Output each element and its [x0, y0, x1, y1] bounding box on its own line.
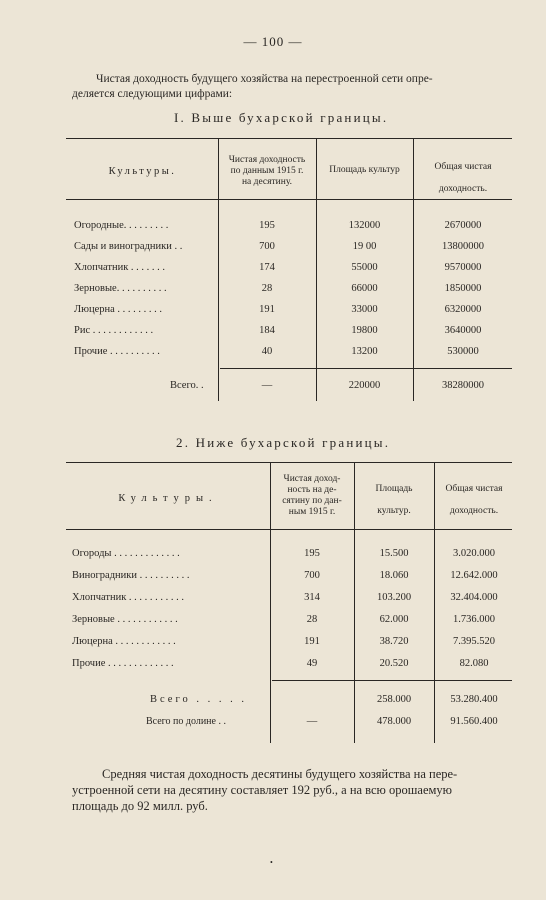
table1-cell-area: 33000: [351, 304, 378, 315]
footer-line-1: Средняя чистая доходность десятины будущего хозяйства на пере-: [102, 767, 458, 781]
page-dot-mark: •: [270, 858, 273, 867]
table2-cell-total: 3.020.000: [453, 548, 495, 559]
table2-header-income: [270, 474, 354, 518]
table1-total-income: —: [261, 380, 273, 391]
table1-cell-total: 13800000: [442, 241, 484, 252]
table2-header-area: [354, 478, 434, 522]
table1-cell-total: 2670000: [444, 220, 482, 231]
table2-header-total-line1: Общая чистая: [445, 484, 503, 494]
table1-cell-income: 195: [259, 220, 275, 231]
table2-cell-total: 82.080: [459, 658, 489, 669]
table1-header-income: [218, 155, 316, 188]
table2-sum-rule: [272, 680, 512, 681]
table2-cell-area: 38.720: [379, 636, 409, 647]
table1-cell-total: 9570000: [444, 262, 482, 273]
table2-header-area-line2: культур.: [377, 506, 411, 516]
table2-header-income-line3: сятину по дан-: [282, 496, 342, 506]
table2-cell-total: 1.736.000: [453, 614, 495, 625]
table2-cell-area: 62.000: [379, 614, 409, 625]
table1-cell-name: Сады и виноградники . .: [74, 241, 183, 252]
intro-paragraph: [72, 72, 502, 102]
table1-cell-name: Огородные. . . . . . . . .: [74, 220, 169, 231]
table1-header-total-line1: Общая чистая: [434, 162, 492, 172]
table1-header-culture: Культуры.: [108, 166, 177, 177]
table1-cell-area: 132000: [348, 220, 381, 231]
table2-cell-income: 28: [306, 614, 318, 625]
table1-cell-area: 19800: [351, 325, 378, 336]
table1-title: I. Выше бухарской границы.: [174, 110, 389, 125]
table1-cell-area: 13200: [351, 346, 378, 357]
table2-cell-name: Хлопчатник . . . . . . . . . . .: [72, 592, 185, 603]
intro-line-2: деляется следующими цифрами:: [72, 88, 233, 100]
table2-header-area-line1: Площадь: [375, 484, 413, 494]
table2-cell-total: 7.395.520: [453, 636, 495, 647]
table1-cell-income: 700: [259, 241, 275, 252]
table2-cell-total: 32.404.000: [450, 592, 498, 603]
table1-cell-name: Рис . . . . . . . . . . . .: [74, 325, 154, 336]
table2-cell-area: 15.500: [379, 548, 409, 559]
table2-cell-income: 49: [306, 658, 318, 669]
table2-title: 2. Ниже бухарской границы.: [176, 435, 391, 450]
table2-cell-name: Виноградники . . . . . . . . . .: [72, 570, 190, 581]
table1-cell-name: Зерновые. . . . . . . . . .: [74, 283, 167, 294]
table2-cell-name: Зерновые . . . . . . . . . . . .: [72, 614, 178, 625]
table2-header-rule: [66, 529, 512, 530]
table2-cell-total: 12.642.000: [450, 570, 498, 581]
table2-total-total: 53.280.400: [450, 694, 498, 705]
table1-header-income-line3: на десятину.: [241, 177, 293, 187]
table2-cell-name: Огороды . . . . . . . . . . . . .: [72, 548, 180, 559]
table2-header-total: [434, 478, 514, 522]
table1-cell-name: Хлопчатник . . . . . . .: [74, 262, 166, 273]
table2-cell-area: 20.520: [379, 658, 409, 669]
footer-line-3: площадь до 92 милл. руб.: [72, 799, 208, 813]
table1-cell-area: 66000: [351, 283, 378, 294]
table2-valley-total: 91.560.400: [450, 716, 498, 727]
table2-valley-area: 478.000: [376, 716, 412, 727]
table1-cell-income: 28: [261, 283, 273, 294]
table1-cell-income: 174: [259, 262, 275, 273]
table2-total-label: Всего . . . . .: [150, 694, 247, 705]
table1-header-total-line2: доходность.: [438, 184, 488, 194]
table1-cell-area: 55000: [351, 262, 378, 273]
table2-cell-income: 191: [304, 636, 320, 647]
table2-header-culture: Культуры.: [118, 493, 218, 504]
table1-cell-total: 6320000: [444, 304, 482, 315]
table1-cell-name: Прочие . . . . . . . . . .: [74, 346, 160, 357]
table2-header-income-line4: ным 1915 г.: [288, 507, 336, 517]
table2-valley-label: Всего по долине . .: [146, 716, 226, 727]
footer-paragraph: [72, 766, 512, 814]
table1-cell-name: Люцерна . . . . . . . . .: [74, 304, 163, 315]
table1-cell-total: 530000: [447, 346, 479, 357]
table1-cell-income: 191: [259, 304, 275, 315]
table2-cell-income: 314: [304, 592, 320, 603]
footer-line-2: устроенной сети на десятину составляет 192 руб., а на всю орошаемую: [72, 783, 452, 797]
table1-total-total: 38280000: [442, 380, 484, 391]
table2-header-total-line2: доходность.: [449, 506, 499, 516]
table1-header-income-line2: по данным 1915 г.: [230, 166, 304, 176]
table1-header-area: Площадь культур: [329, 165, 400, 175]
table2-cell-name: Прочие . . . . . . . . . . . . .: [72, 658, 174, 669]
table2-total-area: 258.000: [376, 694, 412, 705]
table1-cell-total: 1850000: [444, 283, 482, 294]
table1-header-total: [413, 156, 513, 200]
table2-valley-income: —: [306, 716, 318, 727]
table1-cell-total: 3640000: [444, 325, 482, 336]
table2-header-income-line2: ность на де-: [287, 485, 337, 495]
table1-total-label: Всего. .: [170, 380, 204, 391]
table1-sum-rule: [220, 368, 512, 369]
table2-cell-name: Люцерна . . . . . . . . . . . .: [72, 636, 176, 647]
page-number: — 100 —: [243, 34, 303, 49]
table1-cell-income: 184: [259, 325, 275, 336]
table1-header-income-line1: Чистая доходность: [228, 155, 306, 165]
table2-header-income-line1: Чистая доход-: [283, 474, 341, 484]
table1-top-rule: [66, 138, 512, 139]
table2-cell-area: 18.060: [379, 570, 409, 581]
table1-cell-area: 19 00: [352, 241, 377, 252]
table2-cell-income: 700: [304, 570, 320, 581]
table2-cell-income: 195: [304, 548, 320, 559]
table1-cell-income: 40: [261, 346, 273, 357]
table2-cell-area: 103.200: [376, 592, 412, 603]
table2-top-rule: [66, 462, 512, 463]
table1-total-area: 220000: [348, 380, 381, 391]
intro-line-1: Чистая доходность будущего хозяйства на перестроенной сети опре-: [96, 73, 433, 85]
